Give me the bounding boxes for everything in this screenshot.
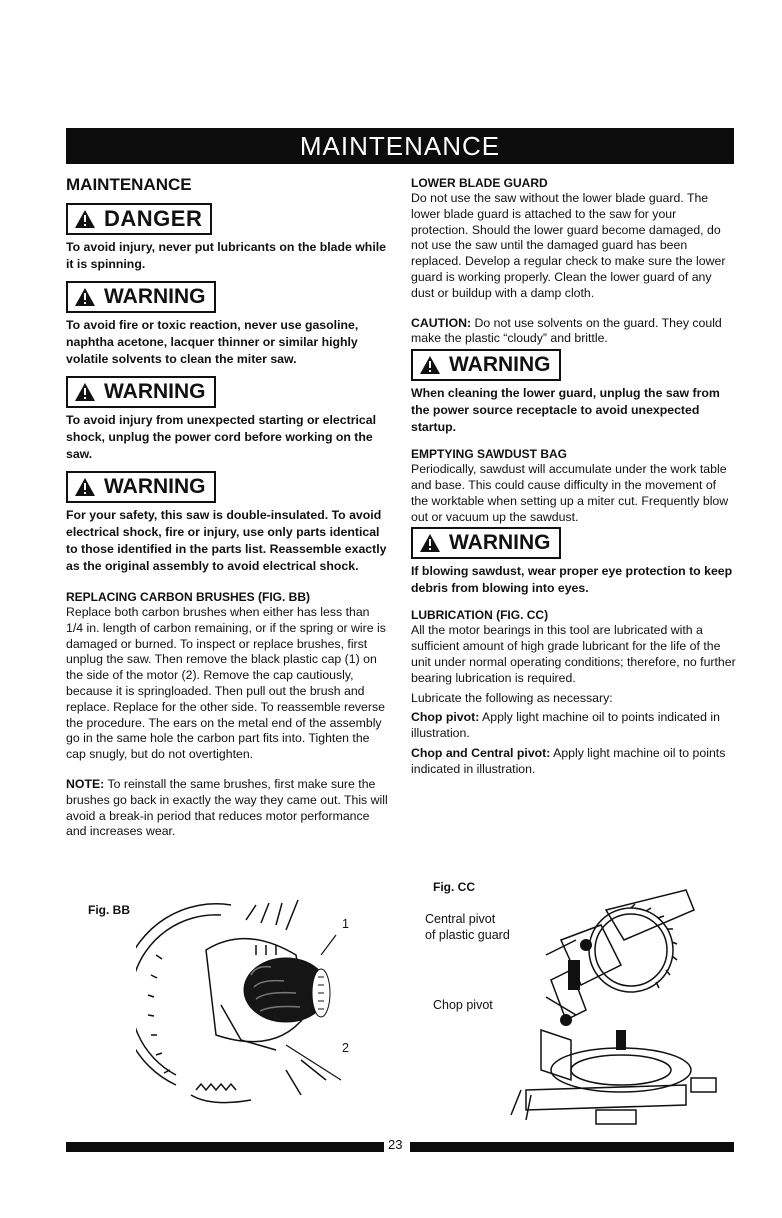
note-paragraph (66, 777, 388, 840)
central-pivot-label: Chop and Central pivot: (411, 745, 551, 760)
callout-1: 1 (342, 917, 349, 931)
warning-triangle-icon (74, 209, 96, 229)
central-pivot-paragraph (411, 746, 736, 778)
danger-label: DANGER (104, 206, 203, 231)
chop-pivot-paragraph (411, 710, 736, 742)
warning-text-4: When cleaning the lower guard, unplug the saw from the power source receptacle to avoid unexpected startup. (411, 386, 720, 435)
callout-2: 2 (342, 1041, 349, 1055)
section-heading: MAINTENANCE (66, 175, 192, 194)
central-pivot-callout-line2: of plastic guard (425, 928, 510, 942)
warning-triangle-icon (74, 477, 96, 497)
footer-bar-left (66, 1142, 384, 1152)
lubrication-text-2: Lubricate the following as necessary: (411, 690, 613, 705)
warning-text-5: If blowing sawdust, wear proper eye protection to keep debris from blowing into eyes. (411, 564, 733, 596)
lower-guard-text: Do not use the saw without the lower blade guard. The lower blade guard is attached to the saw for your protection. Should the lower guard become damaged, do not use the saw until the damaged guard has been replaced. Develop a regular check to make sure the lower guard is working properly. Clean the lower guard of any dust or buildup with a damp cloth. (411, 191, 726, 300)
miter-saw-illustration (506, 880, 736, 1130)
figure-bb (66, 895, 388, 1125)
page-number: 23 (388, 1137, 403, 1152)
figure-label: Fig. CC (433, 880, 475, 894)
warning-text-1: To avoid fire or toxic reaction, never use gasoline, naphtha acetone, lacquer thinner or similar highly volatile solvents to clean the miter saw. (66, 318, 359, 366)
chop-pivot-callout: Chop pivot (433, 998, 493, 1012)
right-column (411, 175, 736, 778)
lubrication-heading: LUBRICATION (FIG. CC) (411, 608, 549, 623)
warning-triangle-icon (74, 287, 96, 307)
figure-cc (411, 880, 736, 1132)
carbon-brush-illustration (136, 895, 366, 1110)
warning-label: WARNING (449, 531, 551, 555)
central-pivot-text: Apply light machine oil to points indicated in illustration. (411, 745, 726, 776)
warning-triangle-icon (419, 355, 441, 375)
figure-label: Fig. BB (88, 903, 130, 917)
warning-sign-1 (66, 281, 216, 313)
central-pivot-callout-line1: Central pivot (425, 912, 496, 926)
warning-text-2: To avoid injury from unexpected starting or electrical shock, unplug the power cord before working on the saw. (66, 413, 376, 461)
chop-pivot-text: Apply light machine oil to points indicated in illustration. (411, 710, 720, 741)
left-column (66, 175, 388, 840)
warning-text-3: For your safety, this saw is double-insulated. To avoid electrical shock, fire or injury, use only parts identical to those identified in the parts list. Reassemble exactly as the original assembly to avoid electrical shock. (66, 508, 387, 573)
warning-label: WARNING (104, 285, 206, 308)
warning-label: WARNING (449, 353, 551, 377)
danger-sign (66, 203, 212, 235)
brushes-heading: REPLACING CARBON BRUSHES (FIG. BB) (66, 590, 311, 604)
warning-triangle-icon (74, 382, 96, 402)
lower-guard-heading: LOWER BLADE GUARD (411, 176, 548, 190)
sawdust-text: Periodically, sawdust will accumulate under the work table and base. This could cause difficulty in the movement of the worktable when setting up a miter cut. Frequently blow out or vacuum up the sawdust. (411, 462, 729, 524)
warning-sign-2 (66, 376, 216, 408)
lubrication-text: All the motor bearings in this tool are lubricated with a sufficient amount of high grade lubricant for the life of the unit under normal operating conditions; therefore, no further bearing lubrication is required. (411, 623, 736, 685)
warning-label: WARNING (104, 380, 206, 403)
warning-sign-4 (411, 349, 561, 381)
warning-sign-3 (66, 471, 216, 503)
caution-label: CAUTION: (411, 315, 472, 330)
page-title-banner: MAINTENANCE (66, 128, 734, 164)
chop-pivot-label: Chop pivot: (411, 710, 480, 725)
warning-triangle-icon (419, 533, 441, 553)
warning-sign-5 (411, 527, 561, 559)
sawdust-heading: EMPTYING SAWDUST BAG (411, 447, 568, 462)
motor-brush-cap (244, 958, 330, 1022)
caution-paragraph (411, 316, 736, 348)
note-label: NOTE: (66, 776, 105, 791)
warning-label: WARNING (104, 475, 206, 498)
note-text: To reinstall the same brushes, first make sure the brushes go back in exactly the way they came out. This will avoid a break-in period that reduces motor performance and increases wear. (66, 776, 388, 839)
danger-text: To avoid injury, never put lubricants on the blade while it is spinning. (66, 240, 386, 271)
brushes-text: Replace both carbon brushes when either has less than 1/4 in. length of carbon remaining, or if the spring or wire is damaged or burned. To inspect or replace brushes, first unplug the saw. Then remove the black plastic cap (1) on the side of the motor (2). Remove the cap cautiously, because it is springloaded. Then pull out the brush and replace. Replace for the other side. To reassemble reverse the procedure. The ears on the metal end of the assembly go in the same hole the carbon part fits into. Tighten the cap snugly, but do not overtighten. (66, 605, 386, 762)
footer-bar-right (410, 1142, 734, 1152)
caution-text: Do not use solvents on the guard. They could make the plastic “cloudy” and brittle. (411, 315, 722, 346)
